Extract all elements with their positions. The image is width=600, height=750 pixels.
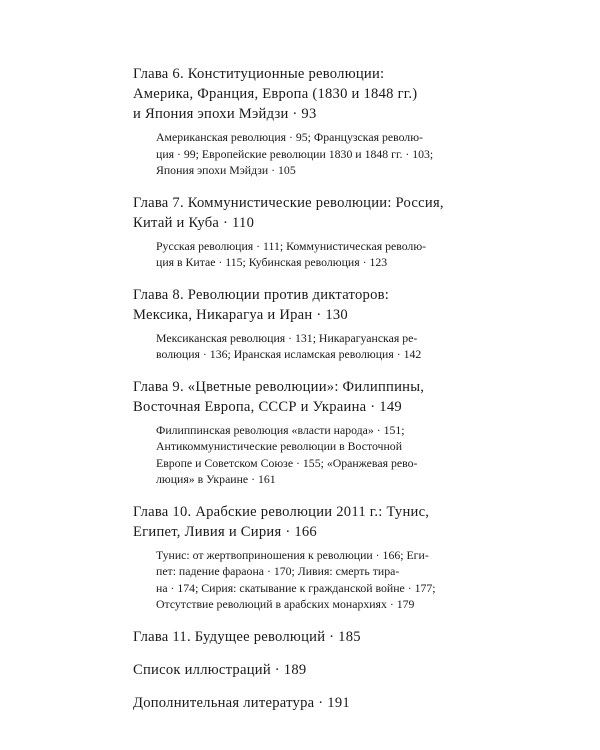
section-line: Отсутствие революций в арабских монархиях · 179 <box>156 597 415 611</box>
section-line: ция · 99; Европейские революции 1830 и 1848 гг. · 103; <box>156 146 434 161</box>
chapter-10-sections <box>133 547 473 613</box>
chapter-7-sections <box>133 238 473 271</box>
chapter-10-title <box>133 502 473 542</box>
section-line: Антикоммунистические революции в Восточной <box>156 439 403 453</box>
chapter-title-line: Мексика, Никарагуа и Иран · 130 <box>133 306 348 323</box>
section-line: Европе и Советском Союзе · 155; «Оранжевая рево- <box>156 455 418 470</box>
toc-chapter-9 <box>133 377 473 488</box>
table-of-contents <box>133 64 473 726</box>
chapter-9-title <box>133 377 473 417</box>
toc-chapter-11: Глава 11. Будущее революций · 185 <box>133 628 361 645</box>
chapter-title-line: Глава 8. Революции против диктаторов: <box>133 286 390 303</box>
section-line: ция в Китае · 115; Кубинская революция · 123 <box>156 255 388 269</box>
chapter-title-line: Глава 9. «Цветные революции»: Филиппины, <box>133 378 425 395</box>
chapter-title-line: Египет, Ливия и Сирия · 166 <box>133 523 317 540</box>
section-line: Русская революция · 111; Коммунистическая револю- <box>156 238 427 253</box>
section-line: на · 174; Сирия: скатывание к гражданской войне · 177; <box>156 580 436 595</box>
section-line: Япония эпохи Мэйдзи · 105 <box>156 163 296 177</box>
chapter-title-line: Глава 7. Коммунистические революции: Россия, <box>133 194 444 211</box>
toc-chapter-10 <box>133 502 473 613</box>
chapter-title-line: и Япония эпохи Мэйдзи · 93 <box>133 106 317 122</box>
chapter-title-line: Глава 10. Арабские революции 2011 г.: Тунис, <box>133 503 430 520</box>
toc-further-reading: Дополнительная литература · 191 <box>133 694 350 711</box>
toc-chapter-7 <box>133 193 473 271</box>
chapter-title-line: Восточная Европа, СССР и Украина · 149 <box>133 398 402 415</box>
chapter-6-title <box>133 64 473 124</box>
chapter-6-sections <box>133 129 473 179</box>
chapter-7-title <box>133 193 473 233</box>
section-line: Тунис: от жертвоприношения к революции · 166; Еги- <box>156 547 429 562</box>
section-line: Американская революция · 95; Французская револю- <box>156 130 423 144</box>
chapter-title-line: Глава 6. Конституционные революции: <box>133 66 385 82</box>
section-line: Филиппинская революция «власти народа» · 151; <box>156 422 405 437</box>
toc-list-of-illustrations: Список иллюстраций · 189 <box>133 661 307 678</box>
chapter-9-sections <box>133 422 473 488</box>
chapter-title-line: Китай и Куба · 110 <box>133 214 255 231</box>
section-line: волюция · 136; Иранская исламская революция · 142 <box>156 347 422 361</box>
chapter-8-title <box>133 285 473 325</box>
section-line: пет: падение фараона · 170; Ливия: смерть тира- <box>156 564 400 578</box>
chapter-title-line: Америка, Франция, Европа (1830 и 1848 гг.) <box>133 86 418 102</box>
toc-chapter-6 <box>133 64 473 179</box>
section-line: Мексиканская революция · 131; Никарагуанская ре- <box>156 330 418 345</box>
chapter-8-sections <box>133 330 473 363</box>
section-line: люция» в Украине · 161 <box>156 472 276 486</box>
toc-chapter-8 <box>133 285 473 363</box>
